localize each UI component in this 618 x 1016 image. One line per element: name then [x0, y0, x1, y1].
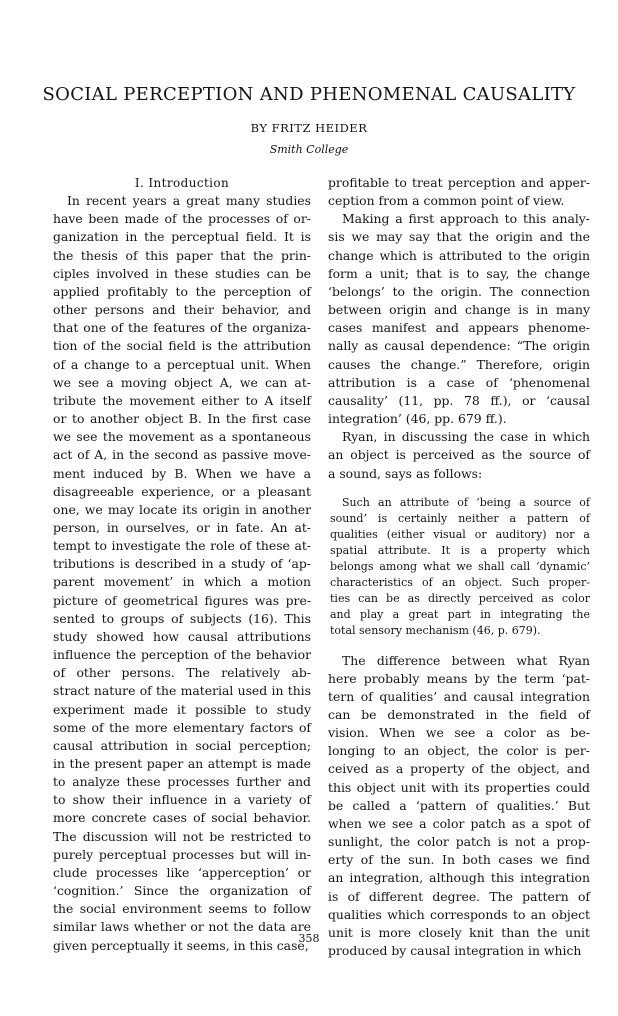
text-line: and play a great part in integrating the [330, 608, 590, 622]
text-line: In recent years a great many studies [67, 193, 311, 209]
text-line: change which is attributed to the origin [328, 247, 590, 263]
right-column [328, 174, 590, 960]
text-line: given perceptually it seems, in this case, [53, 937, 309, 953]
text-line: one, we may locate its origin in another [53, 501, 311, 517]
text-line: causality’ (11, pp. 78 ff.), or ‘causal [328, 392, 590, 408]
text-line: stract nature of the material used in this [53, 683, 311, 699]
text-line: ceived as a property of the object, and [328, 761, 590, 777]
text-line: integration’ (46, pp. 679 ff.). [328, 411, 507, 427]
text-line: ciples involved in these studies can be [53, 265, 311, 281]
text-line: influence the perception of the behavior [53, 647, 311, 663]
text-line: ‘belongs’ to the origin. The connection [328, 283, 590, 299]
text-line: tern of qualities’ and causal integration [328, 688, 590, 704]
right-column-text-top [328, 174, 590, 483]
text-line: other persons and their behavior, and [53, 302, 311, 318]
text-line: form a unit; that is to say, the change [328, 265, 590, 281]
author-affiliation: Smith College [269, 143, 349, 156]
text-line: between origin and change is in many [328, 302, 590, 318]
section-heading: I. Introduction [134, 176, 230, 190]
text-line: Making a first approach to this analy- [342, 211, 590, 227]
text-line: when we see a color patch as a spot of [328, 815, 590, 831]
text-line: The difference between what Ryan [342, 652, 590, 668]
text-line: we see the movement as a spontaneous [53, 429, 311, 445]
text-line: an integration, although this integration [328, 870, 590, 886]
text-line: tribute the movement either to A itself [53, 392, 311, 408]
text-line: sented to groups of subjects (16). This [53, 610, 311, 626]
text-line: sunlight, the color patch is not a prop- [328, 834, 590, 850]
text-line: in the present paper an attempt is made [53, 756, 311, 771]
text-line: to analyze these processes further and [53, 774, 311, 790]
text-line: is of different degree. The pattern of [328, 888, 590, 904]
text-line: characteristics of an object. Such proper- [330, 576, 590, 590]
block-quote [328, 495, 590, 640]
text-line: here probably means by the term ‘pat- [328, 670, 590, 686]
text-line: some of the more elementary factors of [53, 719, 311, 735]
text-line: ganization in the perceptual field. It is [53, 229, 311, 245]
text-line: can be demonstrated in the field of [328, 706, 590, 722]
text-line: purely perceptual processes but will in- [53, 846, 311, 862]
author-byline: BY FRITZ HEIDER [250, 121, 368, 135]
text-line: total sensory mechanism (46, p. 679). [330, 624, 541, 638]
left-column [53, 174, 311, 955]
text-line: to show their influence in a variety of [53, 792, 311, 808]
text-line: have been made of the processes of or- [53, 211, 311, 227]
text-line: applied profitably to the perception of [53, 283, 311, 299]
text-line: parent movement’ in which a motion [53, 574, 311, 590]
text-line: of a change to a perceptual unit. When [53, 356, 311, 372]
text-line: produced by causal integration in which [328, 943, 582, 958]
text-line: ties can be as directly perceived as color [330, 592, 590, 606]
text-line: causal attribution in social perception; [53, 737, 311, 753]
text-line: unit is more closely knit than the unit [328, 924, 590, 940]
text-line: qualities which corresponds to an object [328, 906, 590, 922]
text-line: longing to an object, the color is per- [328, 743, 590, 759]
text-line: qualities (either visual or auditory) nor a [330, 527, 590, 541]
text-line: of other persons. The relatively ab- [53, 665, 311, 681]
text-line: nally as causal dependence: “The origin [328, 338, 590, 354]
text-line: be called a ‘pattern of qualities.’ But [328, 797, 590, 813]
text-line: ‘cognition.’ Since the organization of [53, 883, 311, 899]
text-line: causes the change.” Therefore, origin [328, 356, 590, 372]
paper-title: SOCIAL PERCEPTION AND PHENOMENAL CAUSALITY [42, 84, 576, 105]
text-line: tributions is described in a study of ‘ap- [53, 556, 311, 572]
text-line: ception from a common point of view. [328, 193, 565, 209]
text-line: picture of geometrical figures was pre- [53, 592, 311, 608]
text-line: sound’ is certainly neither a pattern of [330, 511, 590, 525]
text-line: an object is perceived as the source of [328, 447, 590, 463]
text-line: spatial attribute. It is a property which [330, 543, 590, 557]
text-line: study showed how causal attributions [53, 628, 311, 644]
text-line: vision. When we see a color as be- [328, 725, 590, 741]
text-line: act of A, in the second as passive move- [53, 447, 311, 463]
text-line: cases manifest and appears phenome- [328, 320, 590, 336]
text-line: a sound, says as follows: [328, 465, 483, 481]
text-line: tion of the social field is the attribution [53, 338, 311, 354]
text-line: this object unit with its properties could [328, 779, 590, 795]
page-number: 358 [298, 932, 320, 945]
text-line: The discussion will not be restricted to [53, 828, 311, 844]
text-line: profitable to treat perception and apper- [328, 175, 590, 190]
left-column-text [53, 192, 311, 955]
text-line: person, in ourselves, or in fate. An at- [53, 519, 311, 535]
text-line: we see a moving object A, we can at- [53, 374, 311, 390]
text-line: ment induced by B. When we have a [53, 465, 311, 481]
text-line: tempt to investigate the role of these at- [53, 538, 311, 554]
text-line: Ryan, in discussing the case in which [342, 429, 590, 445]
text-line: the social environment seems to follow [53, 901, 311, 917]
text-line: Such an attribute of ‘being a source of [342, 495, 590, 509]
text-line: sis we may say that the origin and the [328, 229, 590, 245]
text-line: erty of the sun. In both cases we find [328, 852, 590, 868]
text-line: that one of the features of the organiza- [53, 320, 311, 336]
text-line: attribution is a case of ‘phenomenal [328, 374, 590, 390]
text-line: or to another object B. In the first case [53, 411, 311, 427]
text-line: the thesis of this paper that the prin- [53, 247, 311, 263]
text-line: experiment made it possible to study [53, 701, 311, 717]
text-line: more concrete cases of social behavior. [53, 810, 311, 826]
right-column-text-bottom [328, 652, 590, 961]
text-line: disagreeable experience, or a pleasant [53, 483, 311, 499]
text-line: similar laws whether or not the data are [53, 919, 311, 935]
text-line: belongs among what we shall call ‘dynamic’ [330, 560, 590, 574]
text-line: clude processes like ‘apperception’ or [53, 864, 311, 880]
